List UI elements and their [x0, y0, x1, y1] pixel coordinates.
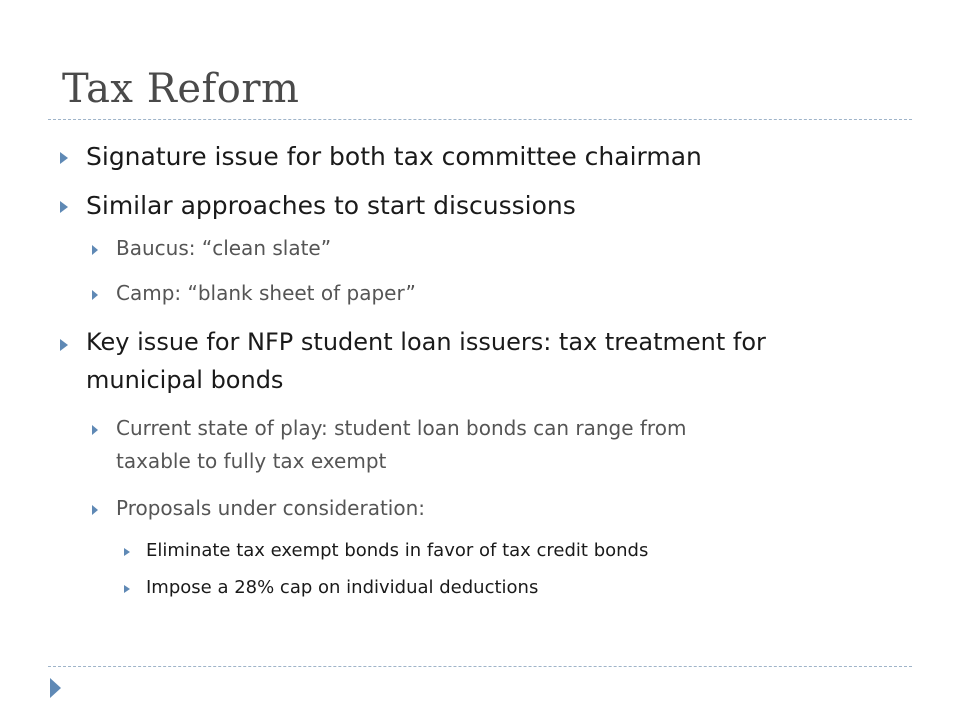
bullet-text: Baucus: “clean slate” [116, 236, 332, 260]
bullet-arrow-icon [92, 245, 98, 255]
bullet-arrow-icon [124, 585, 130, 593]
bullet-arrow-icon [60, 152, 68, 164]
bullet-text: Camp: “blank sheet of paper” [116, 281, 416, 305]
bullet-text: Signature issue for both tax committee chairman [86, 142, 702, 171]
bullet-text: Eliminate tax exempt bonds in favor of tax credit bonds [146, 540, 649, 561]
bullet-text-line-1: Key issue for NFP student loan issuers: tax treatment for [86, 328, 766, 356]
footer-divider [48, 666, 912, 667]
bullet-text-line-2: municipal bonds [86, 366, 284, 394]
bullet-text: Impose a 28% cap on individual deductions [146, 577, 539, 598]
bullet-text: Similar approaches to start discussions [86, 191, 576, 220]
bullet-text-line-1: Current state of play: student loan bonds can range from [116, 416, 687, 440]
bullet-arrow-icon [60, 339, 68, 351]
bullet-arrow-icon [92, 505, 98, 515]
bullet-arrow-icon [92, 425, 98, 435]
bullet-arrow-icon [60, 201, 68, 213]
title-divider [48, 119, 912, 120]
bullet-arrow-icon [124, 548, 130, 556]
bullet-arrow-icon [92, 290, 98, 300]
bullet-text: Proposals under consideration: [116, 496, 426, 520]
footer-triangle-icon [50, 678, 61, 698]
slide-title: Tax Reform [62, 66, 300, 112]
bullet-text-line-2: taxable to fully tax exempt [116, 449, 387, 473]
